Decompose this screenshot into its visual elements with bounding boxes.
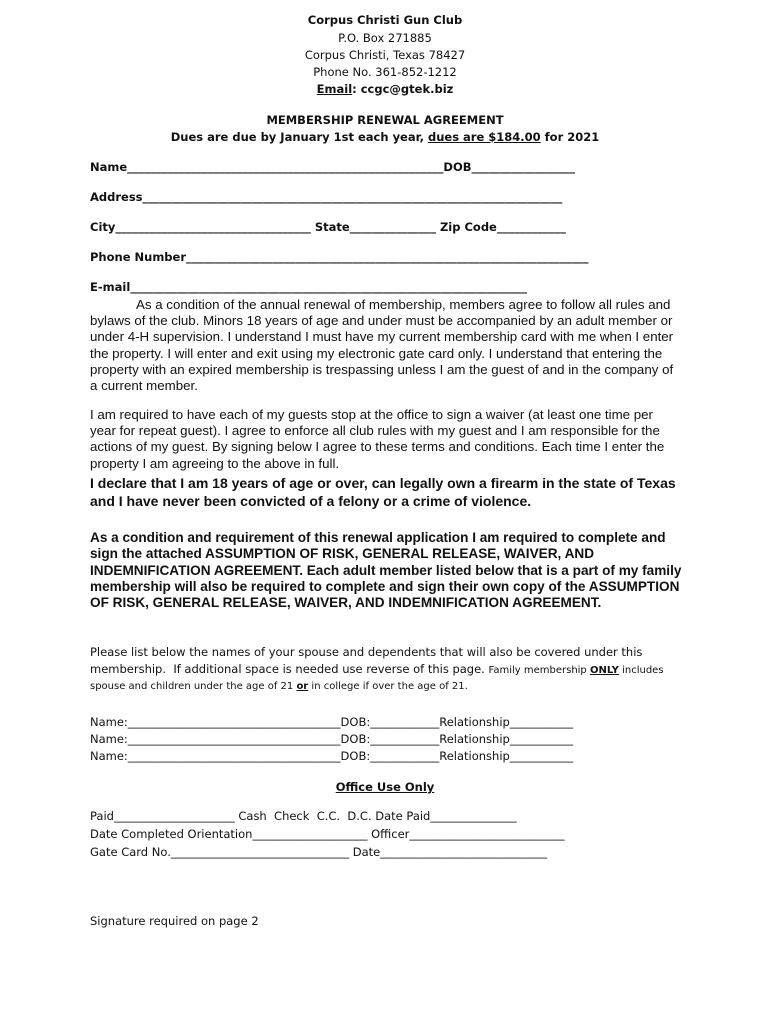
email-line	[0, 81, 770, 98]
dues-prefix: Dues are due by January 1st each year,	[170, 130, 428, 144]
address-field: Address_________________________________________________________________________	[90, 190, 563, 204]
office-orientation-line: Date Completed Orientation____________________ Officer___________________________	[90, 827, 565, 841]
or-word: or	[296, 681, 309, 692]
renewal-conditions-paragraph: As a condition of the annual renewal of membership, members agree to follow all rules and bylaws of the club. Minors 18 years of age and under must be accompanied by an adult member or under 4-H supervision. I understand I must have my current membership card with me when I enter the property. I will enter and exit using my electronic gate card only. I understand that entering the property with an expired membership is trespassing unless I am the guest of and in the company of a current member.	[90, 297, 674, 394]
phone-line: Phone No. 361-852-1212	[313, 65, 457, 79]
signature-note: Signature required on page 2	[90, 914, 259, 928]
office-gate-card-line: Gate Card No._______________________________ Date_____________________________	[90, 845, 547, 859]
dependent-row: Name:_____________________________________DOB:____________Relationship___________	[90, 749, 574, 763]
dependent-row: Name:_____________________________________DOB:____________Relationship___________	[90, 715, 574, 729]
city-line: Corpus Christi, Texas 78427	[304, 48, 466, 62]
dependent-row: Name:_____________________________________DOB:____________Relationship___________	[90, 732, 574, 746]
agreement-title: MEMBERSHIP RENEWAL AGREEMENT	[266, 113, 504, 127]
dues-suffix: for 2021	[540, 130, 600, 144]
dependents-intro-line3	[90, 681, 468, 692]
dues-amount: dues are $184.00	[427, 130, 541, 144]
dependents-intro-line2	[90, 662, 664, 676]
email-value: : ccgc@gtek.biz	[352, 82, 454, 96]
only-word: ONLY	[589, 665, 619, 676]
intro-text: membership. If additional space is needed use reverse of this page.	[90, 662, 489, 676]
office-use-heading: Office Use Only	[335, 780, 435, 794]
dues-line	[0, 129, 770, 146]
declaration-paragraph: I declare that I am 18 years of age or over, can legally own a firearm in the state of Texas and I have never been convicted of a felony or a crime of violence.	[90, 475, 676, 509]
po-box: P.O. Box 271885	[338, 31, 432, 45]
assumption-of-risk-paragraph: As a condition and requirement of this renewal application I am required to complete and sign the attached ASSUMPTION OF RISK, GENERAL RELEASE, WAIVER, AND INDEMNIFICATION AGREEMENT. Each adult member listed below that is a part of my family membership will also be required to complete and sign their own copy of the ASSUMPTION OF RISK, GENERAL RELEASE, WAIVER, AND INDEMNIFICATION AGREEMENT.	[90, 530, 682, 611]
email-label: Email	[316, 82, 353, 96]
includes-text: includes	[618, 665, 664, 676]
email-field: E-mail_____________________________________________________________________	[90, 280, 528, 294]
family-membership-text: Family membership	[488, 665, 590, 676]
name-dob-field: Name_______________________________________________________DOB__________________	[90, 160, 576, 174]
city-state-zip-field: City__________________________________ State_______________ Zip Code____________	[90, 220, 566, 234]
phone-number-field: Phone Number______________________________________________________________________	[90, 250, 589, 264]
age-text: spouse and children under the age of 21	[90, 681, 297, 692]
office-paid-line: Paid_____________________ Cash Check C.C. D.C. Date Paid_______________	[90, 809, 517, 823]
guest-waiver-paragraph: I am required to have each of my guests stop at the office to sign a waiver (at least one time per year for repeat guest). I agree to enforce all club rules with my guest and I am responsible for the actions of my guest. By signing below I agree to these terms and conditions. Each time I enter the property I am agreeing to the above in full.	[90, 407, 665, 471]
club-name: Corpus Christi Gun Club	[307, 13, 463, 27]
dependents-intro-line1: Please list below the names of your spouse and dependents that will also be covered under this	[90, 645, 643, 659]
college-text: in college if over the age of 21.	[308, 681, 468, 692]
